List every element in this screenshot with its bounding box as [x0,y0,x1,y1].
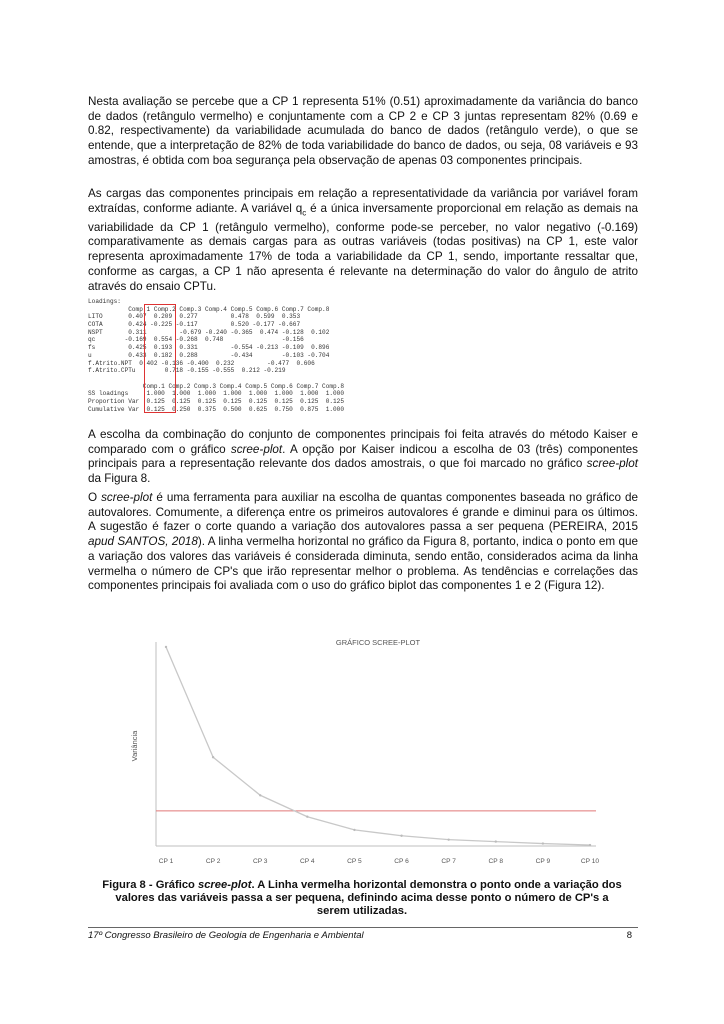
paragraph-pca-variance: Nesta avaliação se percebe que a CP 1 representa 51% (0.51) aproximadamente da variância do banco de dados (retângulo vermelho) e conjuntamente com a CP 2 e CP 3 juntas representam 82% (0.69 e 0.82, respectivamente) da variabilidade acumulada do banco de dados (retângulo verde), o que se entende, que a interpretação de 82% de toda variabilidade do banco de dados, ou seja, 08 variáveis e 93 amostras, é obtida com boa segurança pela observação de apenas 03 componentes principais. [88,95,638,167]
y-axis-label: Variância [130,730,139,762]
data-point [400,835,402,837]
data-point [259,794,261,796]
loadings-line: NSPT 0.311 -0.679 -0.240 -0.365 0.474 -0.128 0.102 [88,328,330,336]
loadings-line: COTA 0.424 -0.225 -0.117 0.520 -0.177 -0.667 [88,321,301,329]
footer-divider [88,927,638,928]
x-tick-label: CP 5 [347,858,362,865]
p3-italic-2: scree-plot [586,457,638,471]
highlight-rectangle [144,304,176,413]
data-point [165,646,167,648]
chart-title: GRÁFICO SCREE-PLOT [335,638,421,647]
p4-text-a: O [88,491,102,504]
x-tick-label: CP 3 [252,858,268,865]
x-tick-label: CP 6 [394,858,409,865]
data-point [212,756,214,758]
data-point [495,840,497,842]
loadings-line: Cumulative Var 0.125 0.250 0.375 0.500 0.625 0.750 0.875 1.000 [88,405,344,413]
p2-text-a: As cargas das componentes principais em relação a representatividade da variância por variável foram extraídas, conforme adiante. A variável q [88,187,638,215]
footer [88,930,638,941]
data-point [353,829,355,831]
p4-italic-2: apud SANTOS, 2018 [88,535,198,549]
p3-text-b: . A opção por Kaiser indicou a escolha de 03 (três) componentes principais para a representação relevante dos dados amostrais, o que foi marcado no gráfico [88,442,638,471]
loadings-line: Proportion Var 0.125 0.125 0.125 0.125 0.125 0.125 0.125 0.125 [88,397,344,405]
data-point [589,844,591,846]
caption-text-a: Figura 8 - Gráfico [102,879,198,891]
page-number: 8 [626,930,632,941]
data-point [306,816,308,818]
p4-text-b: é uma ferramenta para auxiliar na escolha de quantas componentes baseada no gráfico de autovalores. Comumente, a diferença entre os primeiros autovalores é grande e diminui para os últimos. A sugestão é fazer o corte quando a variação dos autovalores passa a ser pequena (PEREIRA, 2015 [88,491,638,534]
loadings-line: f.Atrito.NPT 0.402 -0.136 -0.400 0.232 -0.477 0.606 [88,359,315,367]
loadings-line: u 0.433 0.182 0.288 -0.434 -0.103 -0.704 [88,351,330,359]
data-point [447,838,449,840]
p3-text-c: da Figura 8. [88,472,151,486]
p4-text-c: ). A linha vermelha horizontal no gráfico da Figura 8, portanto, indica o ponto em que a variação dos valores das variáveis é considerada diminuta, sendo então, considerados acima da linha vermelha o número de CP's que irão representar melhor o problema. As tendências e correlações das componentes principais foi avaliada com o uso do gráfico biplot das componentes 1 e 2 (Figura 12). [88,535,638,593]
loadings-line: Comp.1 Comp.2 Comp.3 Comp.4 Comp.5 Comp.6 Comp.7 Comp.8 [88,305,330,313]
x-tick-label: CP 8 [488,858,504,865]
x-tick-label: CP 1 [158,858,174,865]
caption-text-b: . A Linha vermelha horizontal demonstra o ponto onde a variação dos valores das variáveis passa a ser pequena, definindo acima desse ponto o número de CP's a serem utilizadas. [115,879,622,918]
loadings-line: LITO 0.407 0.209 0.277 0.478 0.599 0.353 [88,313,301,321]
loadings-line: Comp.1 Comp.2 Comp.3 Comp.4 Comp.5 Comp.6 Comp.7 Comp.8 [88,382,344,390]
paragraph-scree-plot [88,491,638,594]
loadings-line: SS loadings 1.000 1.000 1.000 1.000 1.000 1.000 1.000 1.000 [88,390,344,398]
p3-text-a: A escolha da combinação do conjunto de componentes principais foi feita através do método Kaiser e comparado com o gráfico [88,428,638,456]
loadings-table [88,298,388,416]
scree-plot-chart [128,632,604,878]
series-line [166,647,590,845]
p3-italic-1: scree-plot [230,442,283,456]
footer-conference: 17º Congresso Brasileiro de Geologia de Engenharia e Ambiental [88,930,364,941]
loadings-line: qc -0.169 0.554 -0.268 0.748 -0.156 [88,336,304,344]
x-tick-label: CP 7 [441,858,456,865]
p2-text-b: é a única inversamente proporcional em relação as demais na variabilidade da CP 1 (retângulo vermelho), conforme pode-se perceber, no valor negativo (-0.169) comparativamente as demais cargas para as outras variáveis (todas positivas) na CP 1, este valor representa aproximadamente 17% de toda a variabilidade da CP 1, sendo, importante ressaltar que, conforme as cargas, a CP 1 não apresenta é relevante na determinação do valor do ângulo de atrito através do ensaio CPTu. [88,201,638,293]
x-tick-label: CP 2 [205,858,221,865]
figure-caption [100,879,624,919]
data-point [542,842,544,844]
x-tick-label: CP 4 [300,858,315,865]
loadings-line: f.Atrito.CPTu 0.718 -0.155 -0.555 0.212 -0.219 [88,367,286,375]
loadings-line [88,375,388,383]
loadings-line: fs 0.425 0.193 0.331 -0.554 -0.213 -0.109 0.896 [88,344,330,352]
p4-italic-1: scree-plot [101,491,153,504]
paragraph-kaiser [88,428,638,487]
x-tick-label: CP 10 [580,858,600,865]
p2-subscript: c [302,208,307,218]
paragraph-loadings [88,187,638,294]
caption-italic: scree-plot [197,879,252,891]
x-tick-label: CP 9 [535,858,551,865]
loadings-line: Loadings: [88,298,121,305]
